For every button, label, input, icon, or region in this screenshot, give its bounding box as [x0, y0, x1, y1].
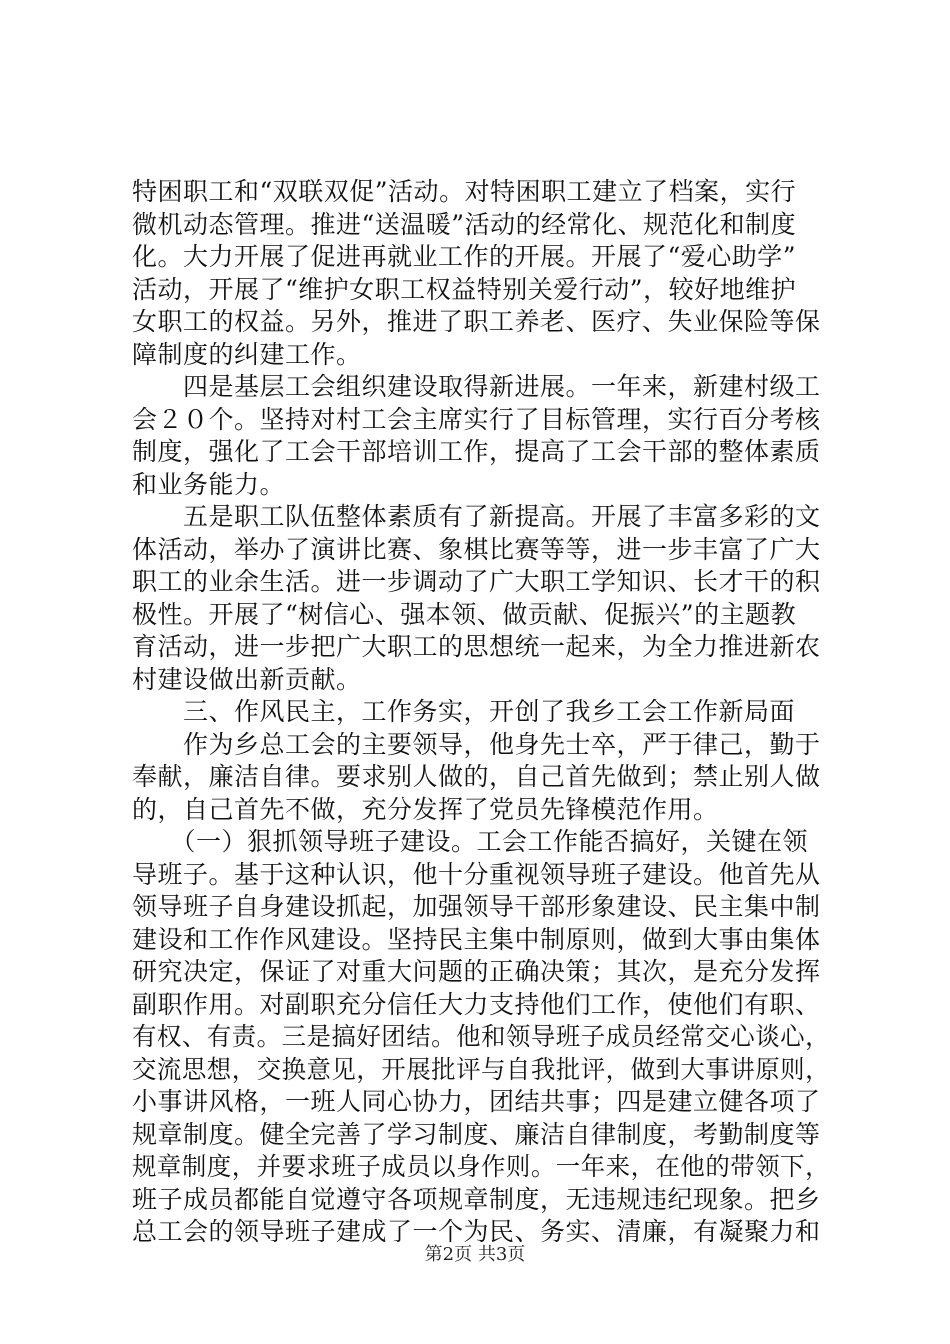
text-line: 规章制度。健全完善了学习制度、廉洁自律制度，考勤制度等 — [132, 1119, 821, 1149]
text-line: 领导班子自身建设抓起，加强领导干部形象建设、民主集中制 — [132, 892, 821, 921]
text-line: 副职作用。对副职充分信任大力支持他们工作，使他们有职、 — [132, 989, 821, 1019]
document-body — [132, 176, 830, 1249]
text-line: 有权、有责。三是搞好团结。他和领导班子成员经常交心谈心， — [132, 1022, 831, 1051]
text-line: 作为乡总工会的主要领导，他身先士卒，严于律己，勤于 — [132, 729, 821, 759]
text-line: 会２０个。坚持对村工会主席实行了目标管理，实行百分考核 — [132, 404, 821, 434]
text-line: 五是职工队伍整体素质有了新提高。开展了丰富多彩的文 — [132, 502, 821, 531]
text-line: 建设和工作作风建设。坚持民主集中制原则，做到大事由集体 — [132, 924, 821, 954]
text-line: 活动，开展了“维护女职工权益特别关爱行动”，较好地维护 — [132, 274, 797, 304]
text-line: 育活动，进一步把广大职工的思想统一起来，为全力推进新农 — [132, 632, 821, 661]
text-line: 三、作风民主，工作务实，开创了我乡工会工作新局面 — [132, 697, 796, 726]
text-line: 研究决定，保证了对重大问题的正确决策；其次，是充分发挥 — [132, 957, 821, 986]
text-line: 和业务能力。 — [132, 469, 286, 499]
text-line: 体活动，举办了演讲比赛、象棋比赛等等，进一步丰富了广大 — [132, 534, 821, 564]
text-line: 障制度的纠建工作。 — [132, 339, 362, 369]
text-line: 四是基层工会组织建设取得新进展。一年来，新建村级工 — [132, 372, 821, 401]
text-line: 导班子。基于这种认识，他十分重视领导班子建设。他首先从 — [132, 859, 821, 889]
text-line: 班子成员都能自觉遵守各项规章制度，无违规违纪现象。把乡 — [132, 1184, 821, 1214]
text-line: 奉献，廉洁自律。要求别人做的，自己首先做到；禁止别人做 — [132, 762, 821, 791]
text-line: 特困职工和“双联双促”活动。对特困职工建立了档案，实行 — [132, 177, 797, 206]
text-line: 职工的业余生活。进一步调动了广大职工学知识、长才干的积 — [132, 567, 821, 596]
text-line: 的，自己首先不做，充分发挥了党员先锋模范作用。 — [132, 794, 719, 824]
text-line: 极性。开展了“树信心、强本领、做贡献、促振兴”的主题教 — [132, 599, 797, 629]
text-line: 村建设做出新贡献。 — [132, 664, 362, 694]
text-line: 小事讲风格，一班人同心协力，团结共事；四是建立健各项了 — [132, 1087, 821, 1116]
text-line: 制度，强化了工会干部培训工作，提高了工会干部的整体素质 — [132, 437, 821, 466]
text-line: 化。大力开展了促进再就业工作的开展。开展了“爱心助学” — [132, 242, 797, 271]
text-line: 女职工的权益。另外，推进了职工养老、医疗、失业保险等保 — [132, 307, 821, 336]
page-footer: 第2页 共3页 — [424, 1244, 526, 1265]
text-line: 交流思想，交换意见，开展批评与自我批评，做到大事讲原则， — [132, 1054, 831, 1084]
text-line: 微机动态管理。推进“送温暖”活动的经常化、规范化和制度 — [132, 209, 797, 239]
text-line: 总工会的领导班子建成了一个为民、务实、清廉，有凝聚力和 — [132, 1217, 821, 1246]
text-line: 规章制度，并要求班子成员以身作则。一年来，在他的带领下， — [132, 1152, 831, 1181]
text-line: （一）狠抓领导班子建设。工会工作能否搞好，关键在领 — [132, 827, 809, 856]
